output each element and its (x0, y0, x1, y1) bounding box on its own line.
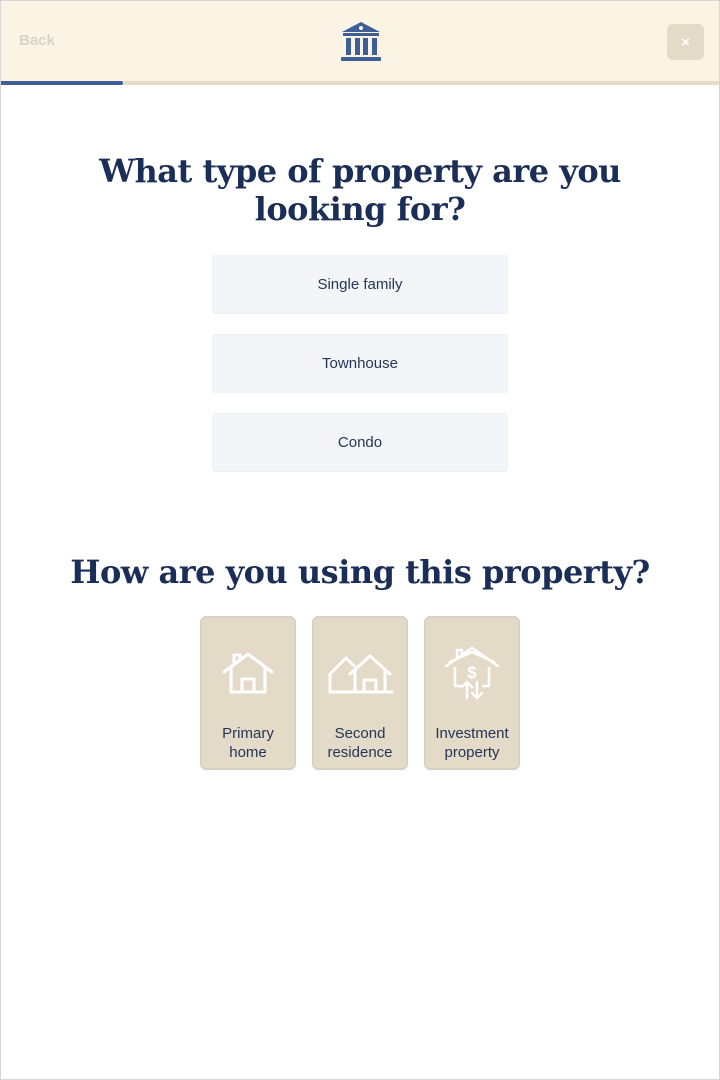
option-condo[interactable]: Condo (212, 413, 508, 472)
investment-house-icon (443, 644, 501, 702)
card-label-line1: Second (334, 725, 386, 742)
progress-bar-fill (1, 81, 123, 85)
close-icon: × (681, 33, 690, 51)
card-label-line1: Primary (222, 725, 274, 742)
card-label-line2: residence (327, 744, 393, 761)
bank-icon (339, 20, 383, 64)
close-button[interactable] (667, 24, 704, 60)
card-label-line1: Investment (435, 725, 509, 742)
svg-text:$: $ (467, 663, 477, 682)
card-label (426, 724, 518, 762)
card-primary-home[interactable] (200, 616, 296, 770)
option-single-family[interactable]: Single family (212, 255, 508, 314)
option-townhouse[interactable]: Townhouse (212, 334, 508, 393)
card-investment-property[interactable] (424, 616, 520, 770)
house-icon (220, 648, 276, 696)
card-label-line2: home (229, 744, 267, 761)
card-label (314, 724, 406, 762)
two-houses-icon (326, 648, 394, 696)
card-label (202, 724, 294, 762)
card-second-residence[interactable] (312, 616, 408, 770)
progress-bar (1, 81, 719, 85)
property-use-question: How are you using this property? (70, 553, 650, 591)
back-button[interactable]: Back (19, 32, 55, 49)
top-bar (1, 1, 719, 81)
property-type-question: What type of property are you looking for? (99, 152, 621, 228)
card-label-line2: property (444, 744, 500, 761)
